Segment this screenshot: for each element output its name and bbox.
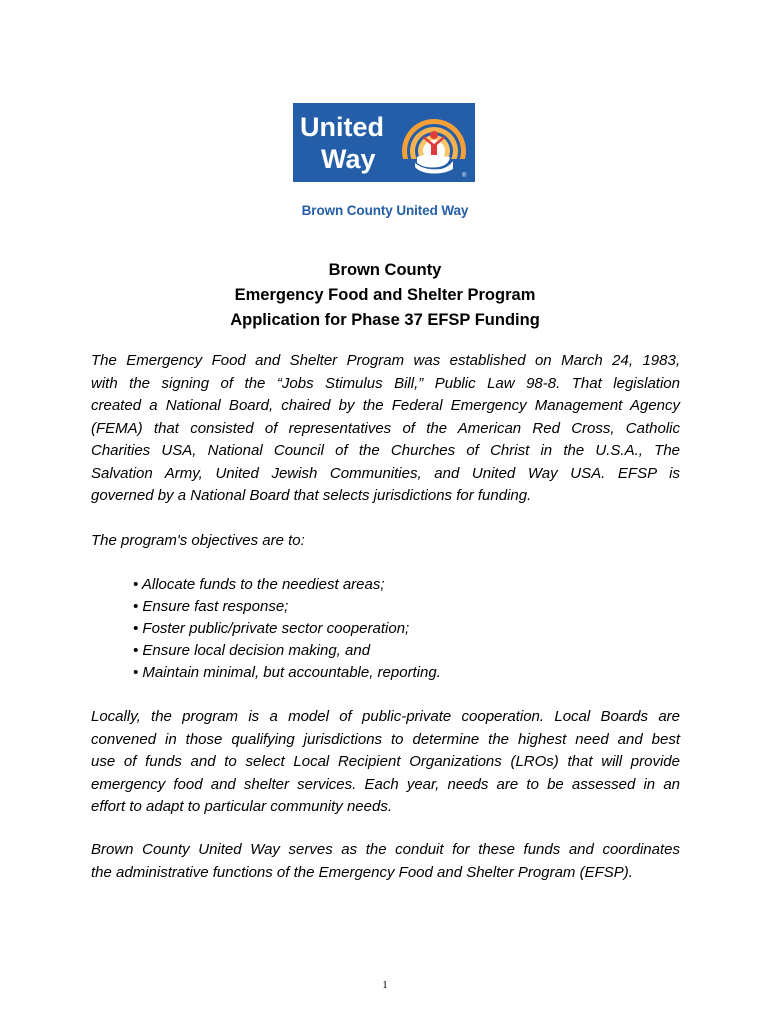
- list-item: • Ensure local decision making, and: [133, 642, 371, 659]
- organization-name: Brown County United Way: [301, 203, 469, 218]
- paragraph-line: (FEMA) that consisted of representatives of the American Red Cross, Catholic: [91, 419, 680, 437]
- paragraph-line: Brown County United Way serves as the conduit for these funds and coordinates: [91, 841, 680, 858]
- united-way-logo: [293, 103, 475, 182]
- list-item: • Foster public/private sector cooperation;: [133, 620, 410, 637]
- paragraph-line: use of funds and to select Local Recipient Organizations (LROs) that will provide: [91, 753, 680, 770]
- logo-caption: [0, 203, 770, 218]
- logo-text-way: Way: [321, 144, 376, 174]
- paragraph-line: the administrative functions of the Emergency Food and Shelter Program (EFSP).: [91, 863, 633, 881]
- paragraph-line: Locally, the program is a model of public-private cooperation. Local Boards are: [91, 708, 680, 725]
- paragraph-history: [91, 350, 680, 508]
- list-item: • Maintain minimal, but accountable, reporting.: [133, 664, 441, 681]
- registered-mark: ®: [462, 173, 467, 179]
- paragraph-line: The Emergency Food and Shelter Program was established on March 24, 1983,: [91, 352, 680, 369]
- objectives-list: [133, 574, 441, 684]
- paragraph-objectives-intro: [91, 530, 680, 553]
- paragraph-line: effort to adapt to particular community needs.: [91, 798, 392, 815]
- logo-text-united: United: [300, 112, 384, 142]
- paragraph-line: created a National Board, chaired by the Federal Emergency Management Agency: [91, 397, 680, 414]
- title-line-1: Brown County: [328, 261, 442, 279]
- paragraph-line: Salvation Army, United Jewish Communities, and United Way USA. EFSP is: [91, 464, 680, 482]
- paragraph-line: with the signing of the “Jobs Stimulus Bill,” Public Law 98-8. That legislation: [91, 374, 680, 392]
- paragraph-conduit: [91, 839, 680, 884]
- paragraph-line: emergency food and shelter services. Each year, needs are to be assessed in an: [91, 775, 680, 793]
- list-item: • Ensure fast response;: [133, 598, 289, 615]
- paragraph-line: The program's objectives are to:: [91, 532, 305, 549]
- paragraph-line: governed by a National Board that selects jurisdictions for funding.: [91, 487, 532, 504]
- title-line-3: Application for Phase 37 EFSP Funding: [230, 311, 540, 329]
- title-line-2: Emergency Food and Shelter Program: [234, 286, 536, 304]
- paragraph-line: convened in those qualifying jurisdictions to determine the highest need and best: [91, 730, 680, 748]
- list-item: • Allocate funds to the neediest areas;: [133, 576, 385, 593]
- paragraph-local-program: [91, 706, 680, 819]
- page-number: 1: [382, 979, 388, 991]
- paragraph-line: Charities USA, National Council of the Churches of Christ in the U.S.A., The: [91, 442, 680, 459]
- document-title: [0, 258, 770, 333]
- united-way-logo-graphic: [293, 103, 475, 182]
